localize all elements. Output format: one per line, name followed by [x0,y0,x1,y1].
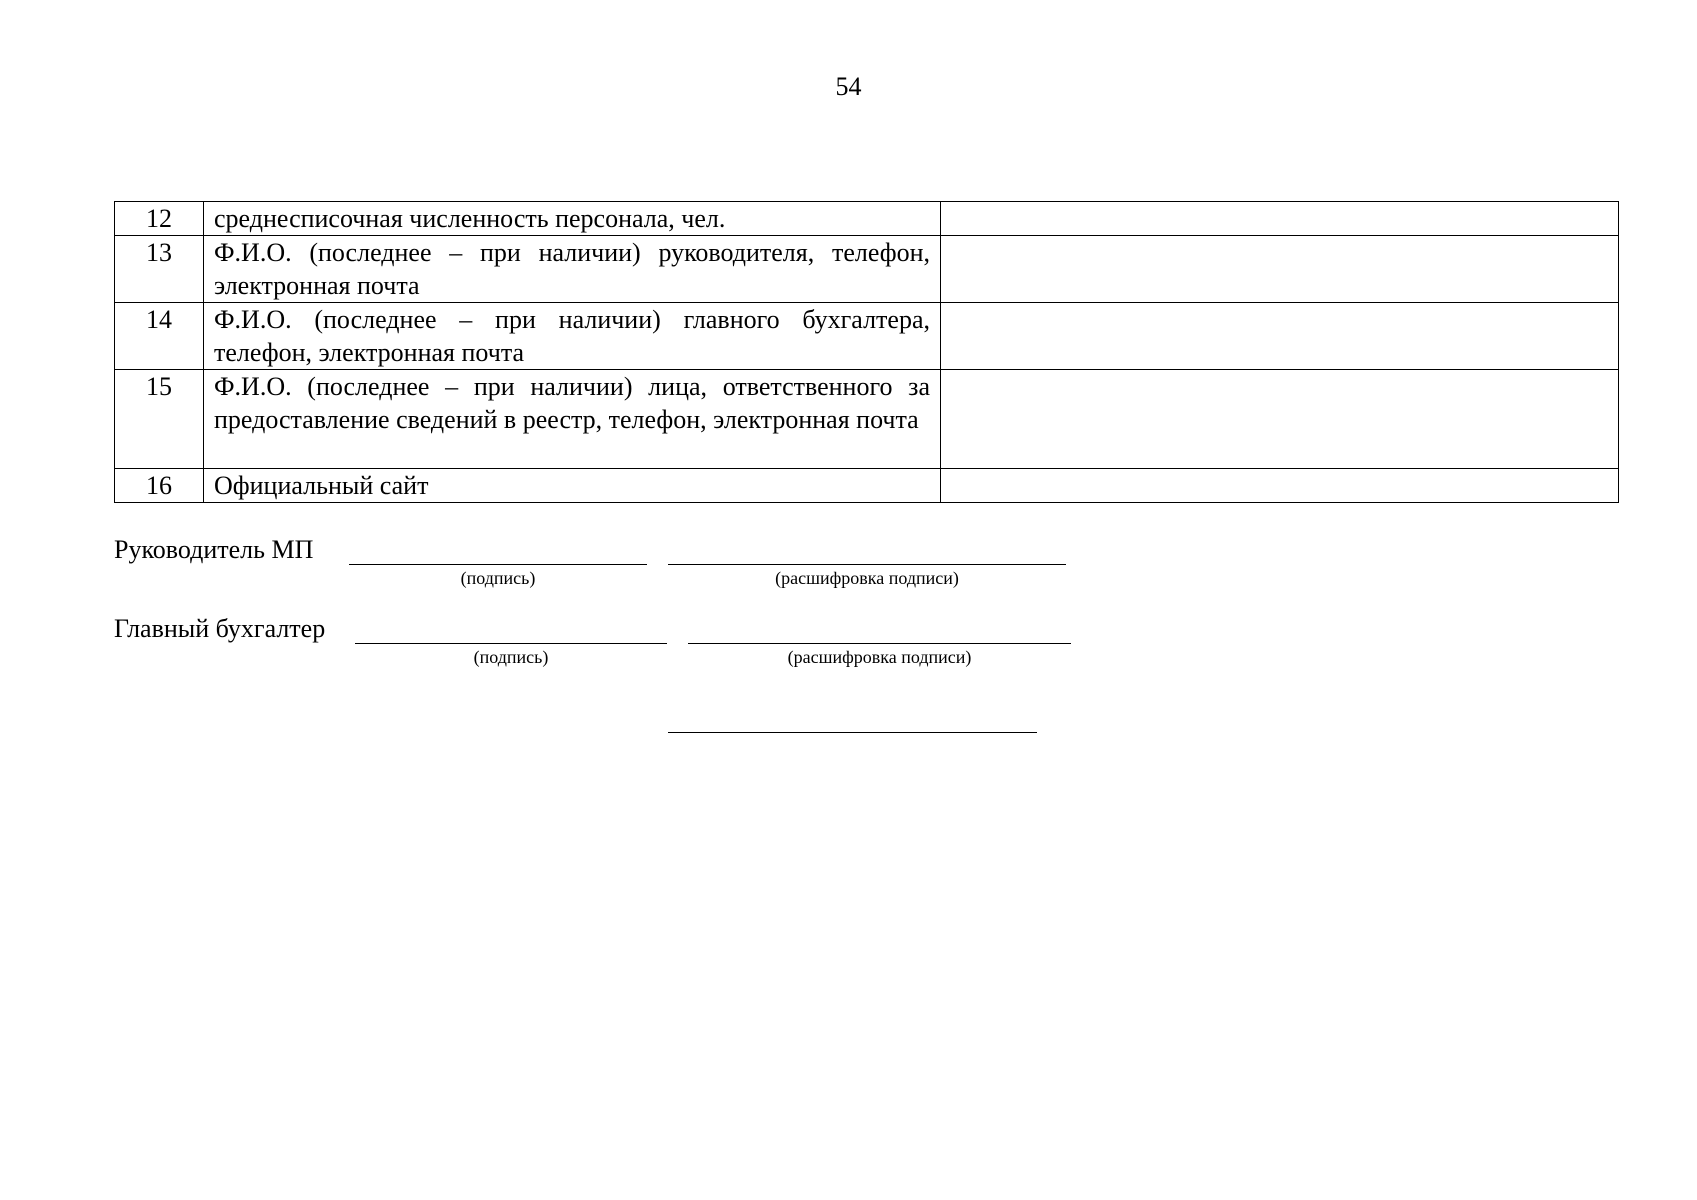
row-number: 14 [115,303,204,370]
row-description: Ф.И.О. (последнее – при наличии) лица, ответственного за предоставление сведений в реестр, телефон, электронная почта [204,370,941,469]
page-number: 54 [835,72,862,101]
head-decoding-caption: (расшифровка подписи) [775,568,959,588]
row-value[interactable] [941,469,1619,503]
accountant-signature-caption: (подпись) [473,647,549,667]
table-row [115,202,1619,236]
row-number: 12 [115,202,204,236]
head-signature-label: Руководитель МП [114,535,314,564]
row-value[interactable] [941,236,1619,303]
row-value[interactable] [941,202,1619,236]
table-row [115,370,1619,469]
row-description: Ф.И.О. (последнее – при наличии) главного бухгалтера, телефон, электронная почта [204,303,941,370]
head-signature-caption: (подпись) [460,568,536,588]
row-description: Ф.И.О. (последнее – при наличии) руководителя, телефон, электронная почта [204,236,941,303]
table-row [115,303,1619,370]
table-row [115,469,1619,503]
table-row [115,236,1619,303]
row-description: среднесписочная численность персонала, чел. [204,202,941,236]
row-value[interactable] [941,303,1619,370]
row-description: Официальный сайт [204,469,941,503]
accountant-decoding-line[interactable] [688,643,1071,644]
row-number: 16 [115,469,204,503]
row-number: 15 [115,370,204,469]
head-signature-line[interactable] [349,564,647,565]
row-value[interactable] [941,370,1619,469]
accountant-signature-label: Главный бухгалтер [114,614,326,643]
accountant-decoding-caption: (расшифровка подписи) [787,647,972,667]
head-decoding-line[interactable] [668,564,1066,565]
accountant-signature-line[interactable] [355,643,667,644]
closing-separator-line [668,732,1037,733]
info-table [114,201,1619,503]
row-number: 13 [115,236,204,303]
